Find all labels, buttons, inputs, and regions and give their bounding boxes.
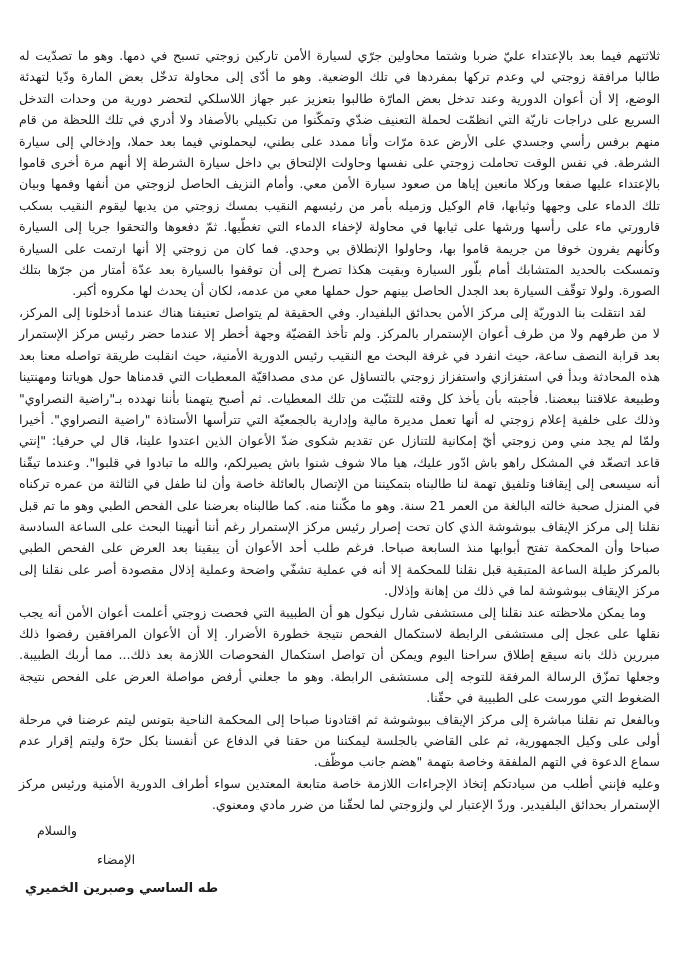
closing-block: [19, 820, 660, 900]
paragraph-request: وعليه فإنني أطلب من سيادتكم إتخاذ الإجراءات اللازمة خاصة متابعة المعتدين سواء أطراف الدورية الأمنية ورئيس مركز الإستمرار بحدائق البلفيدير. وردّ الإعتبار لي ولزوجتي لما لحقّنا من ضرر مادي ومعنوي.: [19, 775, 660, 813]
signature-label: الإمضاء: [97, 852, 136, 868]
closing-salutation: والسلام: [37, 822, 77, 838]
paragraph-court: وبالفعل تم نقلنا مباشرة إلى مركز الإيقاف ببوشوشة ثم اقتادونا صباحا إلى المحكمة الناحية بتونس ليتم عرضنا في مرحلة أولى على وكيل الجمهورية، ثم على القاضي بالجلسة ليمكننا من حقنا في الدفاع عن أنفسنا بكل حرّة وليتم إقرار عدم سماع الدعوة في التهم الملفقة وخاصة بتهمة "هضم جانب موظّف.: [19, 711, 660, 770]
paragraph-assault-street: ثلاثتهم فيما بعد بالإعتداء عليّ ضربا وشتما محاولين جرّي لسيارة الأمن تاركين زوجتي تسبح في دمها. وهو ما تصدّيت له طالبا مرافقة زوجتي لي وعدم تركها بمفردها في تلك الوضعية. وهو ما أدّى إلى محاولة تدخّل بعض المارة ودّيا لتهدئة الوضع، إلا أن أعوان الدورية وعند تدخل بعض المارّة طالبوا بتعزيز عبر جهاز اللاسلكي لتحضر دورية من وحدات التدخل السريع على دراجات ناريّة التي انظمّت لحملة التعنيف ضدّي وتمكّنوا من تكبيلي بالأصفاد ولا أدري في تلك اللحظة من قام منهم برفس رأسي وجسدي على الأرض عدة مرّات وأنا ممدد على بطني، ليحملوني فيما بعد حملا، وإدخالي إلى سيارة الشرطة. في نفس الوقت تحاملت زوجتي على نفسها وحاولت الإلتحاق بي داخل سيارة الشرطة إلا أنهم مرة أخرى قاموا بالإعتداء عليها صفعا وركلا مانعين إياها من صعود سيارة الأمن معي. وأمام النزيف الحاصل لزوجتي من أنفها وفمها وبيان تلك الدماء على وجهها وثيابها، قام الوكيل وزميله بأمر من رئيسهم النقيب بمسك زوجتي من يديها ليقوم النقيب بسكب قارورتي ماء على رأسها ورشها على ثيابها في محاولة لإخفاء الدماء التي تغطّيها. ثمّ دفعوها والتحقوا جريا إلى السيارة وكأنهم يفرون خوفا من جريمة قاموا بها، وحاولوا الإنطلاق بي وحدي. فما كان من زوجتي إلا أنها ارتمت على السيارة وتمسكت بالحديد المتشابك أمام بلّور السيارة وبقيت هكذا تصرخ إلى أن توقفوا بالسيارة بعد عدّة أمتار من جرّها بتلك الصورة. ولولا توقّف السيارة بعد الجدل الحاصل بينهم حول حملها معي من عدمه، لكان أن يحدث لها مكروه أكبر.: [19, 48, 660, 299]
paragraph-hospital: وما يمكن ملاحظته عند نقلنا إلى مستشفى شارل نيكول هو أن الطبيبة التي فحصت زوجتي أعلمت أعوان الأمن أنه يجب نقلها على عجل إلى مستشفى الرابطة لاستكمال الفحص نتيجة خطورة الأضرار. إلا أن الأعوان المرافقين رفضوا ذلك مبررين ذلك بانه سيقع إطلاق سراحنا اليوم ويمكن أن تواصل استكمال الفحوصات اللازمة بعد ذلك... مما أربك الطبيبة. وجعلها تمزّق الرسالة المرفقة للتوجه إلى مستشفى الرابطة. وهو ما جعلني أرفض مواصلة العرض على الفحص نتيجة الضغوط التي مورست على الطبيبة في حقّنا.: [19, 604, 660, 706]
letter-body: [19, 45, 660, 816]
paragraph-police-station: لقد انتقلت بنا الدوريّة إلى مركز الأمن بحدائق البلفيدار. وفي الحقيقة لم يتواصل تعنيفنا هناك عندما أدخلونا إلى المركز، لا من طرفهم ولا من طرف أعوان الإستمرار بالمركز. ولم تأخذ القضيّة وجهة أخطر إلا عندما حضر رئيس مركز الإستمرار بعد قرابة النصف ساعة، حيث انفرد في غرفة البحث مع النقيب رئيس الدورية الأمنية، حيث انقلبت طريقة تواصله معنا بعد هذه المحادثة وبدأ في استفزازي واستفزاز زوجتي بالتساؤل عن مدى مصداقيّة المعطيات التي قدمناها حول هوياتنا ومهنتينا وطبيعة علاقتنا ببعضنا. فأجبته بأن يأخذ كل وقته للتثبّت من تلك المعطيات. ثم أصبح يتهمنا بأننا نهدده بـ"راضية النصراوي" وذلك على خلفية إعلام زوجتي له أنها تعمل مديرة مالية وإدارية بالجمعيّة التي تترأسها الأستاذة "راضية النصراوي". أخيرا ولمّا لم يجد مني ومن زوجتي أيّ إمكانية للتنازل عن تقديم شكوى ضدّ الأعوان الذين اعتدوا علينا، قال لي حرفيا: "إنتي قاعد اتصعّد في المشكل راهو باش ادّور عليك، هيا مالا شوف شنوا باش يصيرلكم، والله ما تبادوا في قلبوا". وعندما تيقّنا أنه سيسعى إلى إيقافنا وتلفيق تهمة لنا طالبناه بتمكيننا من الإتصال بالعائلة خاصة وأن لنا طفل في الثالثة من عمره تركناه في المنزل صحبة خالته البالغة من العمر 21 سنة. وهو ما مكّننا منه. كما طالبناه بعرضنا على الفحص الطبي وهو ما تم قبل نقلنا إلى مركز الإيقاف ببوشوشة الذي كان تحت إصرار رئيس مركز الإستمرار رغم أننا أنهينا البحث على الساعة السادسة صباحا وأن المحكمة تفتح أبوابها منذ السابعة صباحا. فرغم طلب أحد الأعوان أن يبقينا بعد العرض على الفحص الطبي بالمركز طيلة الساعة المتبقية قبل نقلنا للمحكمة إلا أنه في عملية تشفّي واضحة وعملية إذلال مقصودة أصر على نقلنا إلى مركز الإيقاف ببوشوشة لما في ذلك من إهانة وإذلال.: [19, 304, 660, 599]
signatories-names: طه الساسي وصبرين الخميري: [25, 881, 219, 897]
